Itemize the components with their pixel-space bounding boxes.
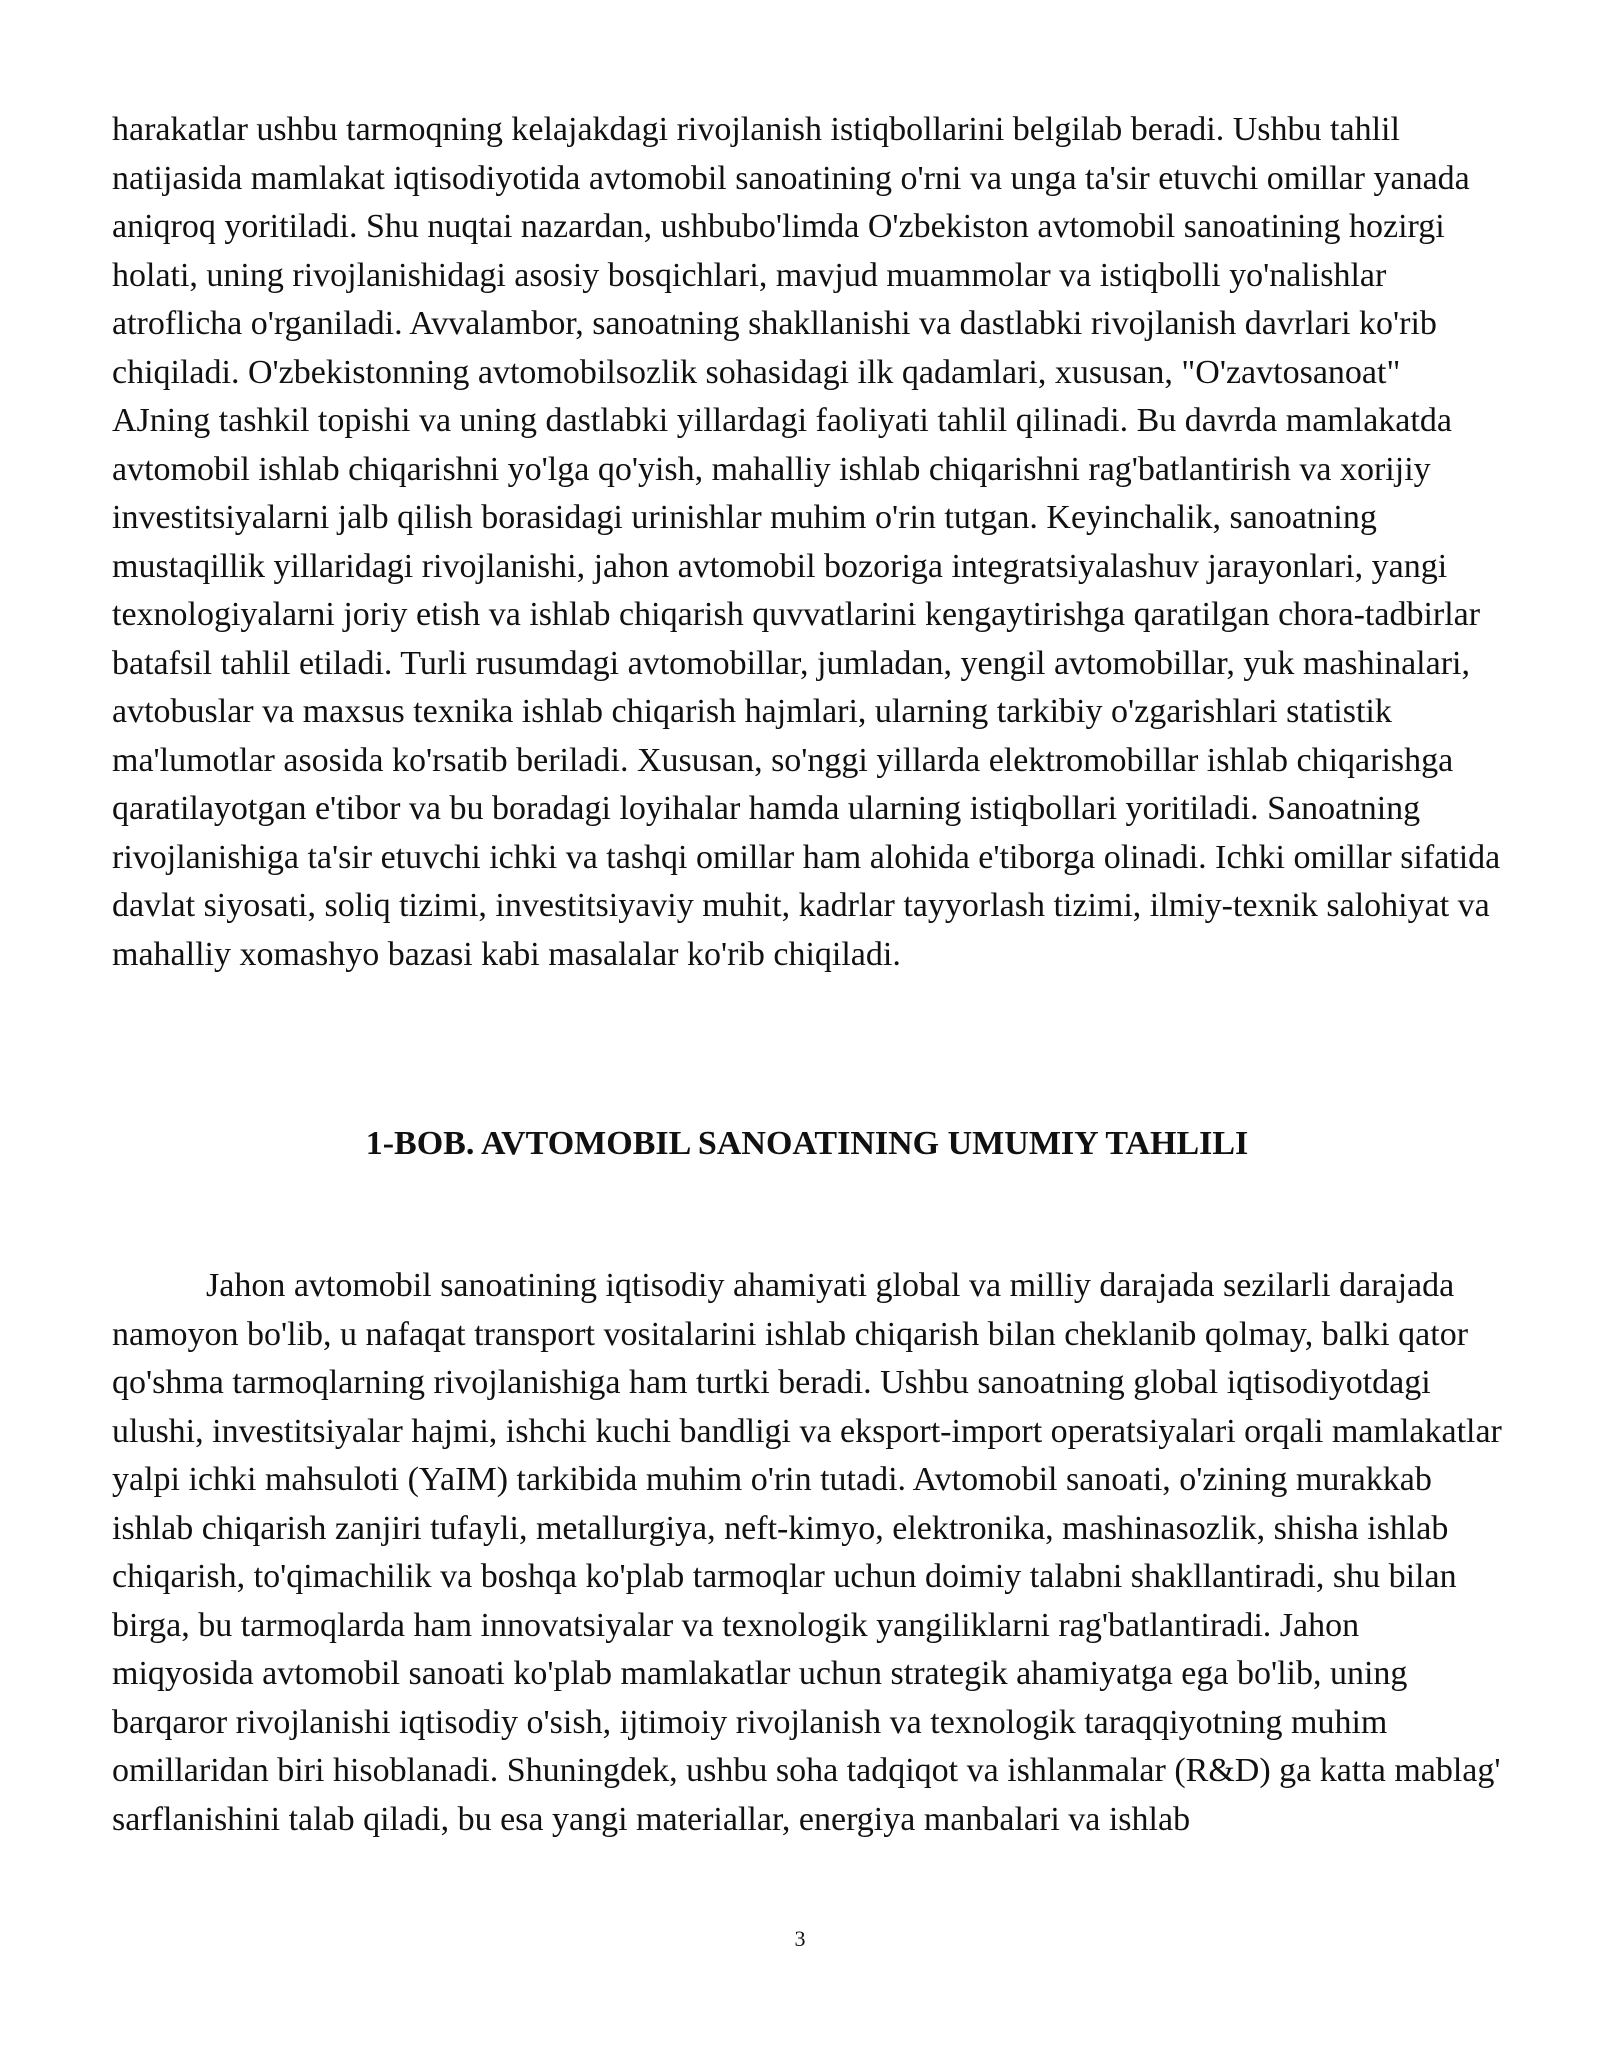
chapter-heading: 1-BOB. AVTOMOBIL SANOATINING UMUMIY TAHLILI [365, 1125, 1249, 1162]
body-paragraph-intro: Jahon avtomobil sanoatining iqtisodiy ahamiyati global va milliy darajada sezilarli darajada namoyon bo'lib, u nafaqat transport vositalarini ishlab chiqarish bilan cheklanib qolmay, balki qator qo'shma tarmoqlarning rivojlanishiga ham turtki beradi. Ushbu sanoatning global iqtisodiyotdagi ulushi, investitsiyalar hajmi, ishchi kuchi bandligi va eksport-import operatsiyalari orqali mamlakatlar yalpi ichki mahsuloti (YaIM) tarkibida muhim o'rin tutadi. Avtomobil sanoati, o'zining murakkab ishlab chiqarish zanjiri tufayli, metallurgiya, neft-kimyo, elektronika, mashinasozlik, shisha ishlab chiqarish, to'qimachilik va boshqa ko'plab tarmoqlar uchun doimiy talabni shakllantiradi, shu bilan birga, bu tarmoqlarda ham innovatsiyalar va texnologik yangiliklarni rag'batlantiradi. Jahon miqyosida avtomobil sanoati ko'plab mamlakatlar uchun strategik ahamiyatga ega bo'lib, uning barqaror rivojlanishi iqtisodiy o'sish, ijtimoiy rivojlanish va texnologik taraqqiyotning muhim omillaridan biri hisoblanadi. Shuningdek, ushbu soha tadqiqot va ishlanmalar (R&D) ga katta mablag' sarflanishini talab qiladi, bu esa yangi materiallar, energiya manbalari va ishlab [112, 1267, 1502, 1838]
page-number: 3 [794, 1926, 806, 1951]
body-paragraph-continuation: harakatlar ushbu tarmoqning kelajakdagi rivojlanish istiqbollarini belgilab beradi. Ushbu tahlil natijasida mamlakat iqtisodiyotida avtomobil sanoatining o'rni va unga ta'sir etuvchi omillar yanada aniqroq yoritiladi. Shu nuqtai nazardan, ushbubo'limda O'zbekiston avtomobil sanoatining hozirgi holati, uning rivojlanishidagi asosiy bosqichlari, mavjud muammolar va istiqbolli yo'nalishlar atroflicha o'rganiladi. Avvalambor, sanoatning shakllanishi va dastlabki rivojlanish davrlari ko'rib chiqiladi. O'zbekistonning avtomobilsozlik sohasidagi ilk qadamlari, xususan, "O'zavtosanoat" AJning tashkil topishi va uning dastlabki yillardagi faoliyati tahlil qilinadi. Bu davrda mamlakatda avtomobil ishlab chiqarishni yo'lga qo'yish, mahalliy ishlab chiqarishni rag'batlantirish va xorijiy investitsiyalarni jalb qilish borasidagi urinishlar muhim o'rin tutgan. Keyinchalik, sanoatning mustaqillik yillaridagi rivojlanishi, jahon avtomobil bozoriga integratsiyalashuv jarayonlari, yangi texnologiyalarni joriy etish va ishlab chiqarish quvvatlarini kengaytirishga qaratilgan chora-tadbirlar batafsil tahlil etiladi. Turli rusumdagi avtomobillar, jumladan, yengil avtomobillar, yuk mashinalari, avtobuslar va maxsus texnika ishlab chiqarish hajmlari, ularning tarkibiy o'zgarishlari statistik ma'lumotlar asosida ko'rsatib beriladi. Xususan, so'nggi yillarda elektromobillar ishlab chiqarishga qaratilayotgan e'tibor va bu boradagi loyihalar hamda ularning istiqbollari yoritiladi. Sanoatning rivojlanishiga ta'sir etuvchi ichki va tashqi omillar ham alohida e'tiborga olinadi. Ichki omillar sifatida davlat siyosati, soliq tizimi, investitsiyaviy muhit, kadrlar tayyorlash tizimi, ilmiy-texnik salohiyat va mahalliy xomashyo bazasi kabi masalalar ko'rib chiqiladi. [112, 111, 1501, 973]
